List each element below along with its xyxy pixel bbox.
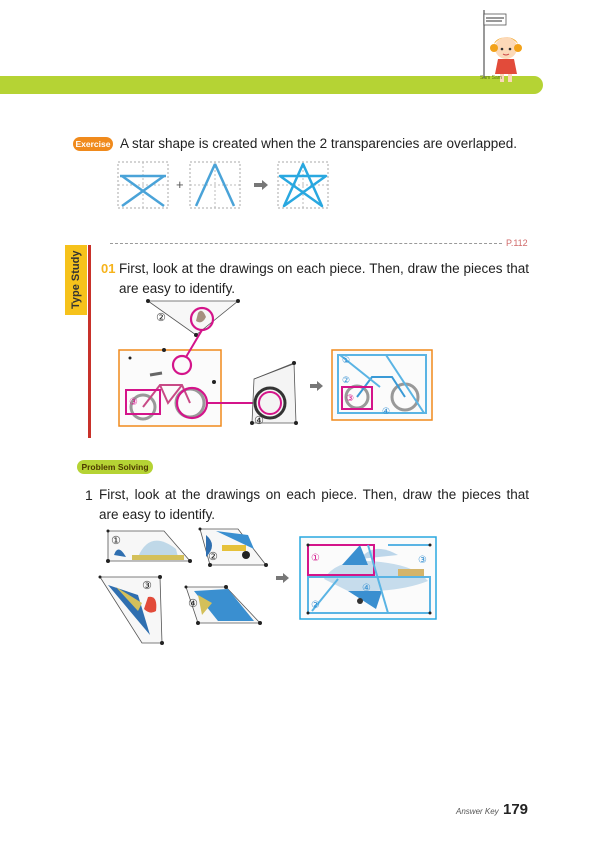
page-reference: P.112: [506, 238, 528, 248]
page-number: 179: [503, 801, 529, 818]
piece-label: ③: [346, 394, 355, 404]
exercise-text: A star shape is created when the 2 transparencies are overlapped.: [120, 136, 517, 151]
piece-label: ①: [342, 356, 351, 366]
piece-label: ②: [208, 550, 218, 563]
bicycle-puzzle: [110, 295, 440, 435]
piece-label: ④: [188, 597, 198, 610]
question-number: 01: [101, 261, 116, 276]
problem-solving-label: Problem Solving: [81, 462, 149, 472]
piece-label: ④: [382, 407, 391, 417]
piece-label: ②: [342, 376, 351, 386]
transparency-2: [190, 162, 240, 208]
problem-text: First, look at the drawings on each piece. Then, draw the pieces that are easy to identify.: [99, 487, 529, 522]
piece-label: ①: [311, 553, 320, 564]
footer-label: Answer Key: [456, 807, 499, 816]
mascot-tag: Sam Sam: [480, 75, 502, 81]
section-divider: [110, 243, 502, 244]
piece-label: ①: [111, 534, 121, 547]
piece-label: ②: [156, 311, 166, 324]
question-text: First, look at the drawings on each piece. Then, draw the pieces that are easy to identify.: [119, 261, 529, 296]
piece-label: ②: [311, 600, 320, 611]
exercise-badge: Exercise: [73, 137, 113, 151]
piece-label: ③: [142, 579, 152, 592]
plus-sign: +: [176, 177, 184, 192]
arrow-icon: [254, 180, 268, 190]
piece-label: ④: [254, 414, 264, 427]
piece-label: ③: [129, 397, 138, 408]
type-study-label: Type Study: [70, 250, 82, 310]
piece-label: ④: [362, 583, 371, 594]
star-result: [278, 162, 328, 208]
problem-number: 1: [85, 487, 93, 503]
airplane-puzzle: [98, 525, 438, 635]
transparency-1: [118, 162, 168, 208]
type-study-rule: [88, 245, 91, 438]
piece-label: ③: [418, 555, 427, 566]
